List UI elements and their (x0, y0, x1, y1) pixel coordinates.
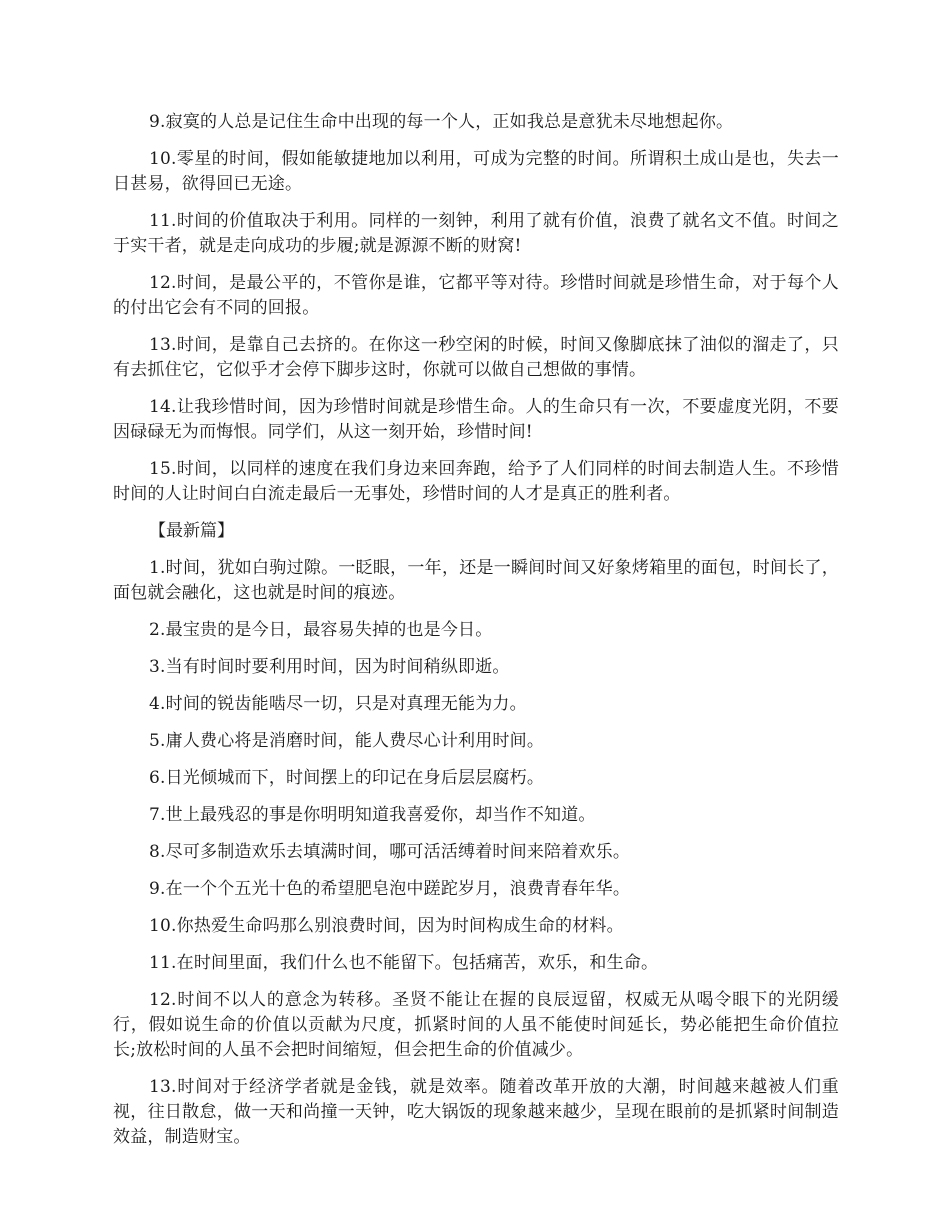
paragraph-s1-10: 10.零星的时间，假如能敏捷地加以利用，可成为完整的时间。所谓积土成山是也，失去一日甚易，欲得回已无途。 (113, 149, 839, 194)
paragraph-s1-11: 11.时间的价值取决于利用。同样的一刻钟，利用了就有价值，浪费了就名文不值。时间之于实干者，就是走向成功的步履;就是源源不断的财窝! (113, 211, 839, 256)
paragraph-s2-1: 1.时间，犹如白驹过隙。一眨眼，一年，还是一瞬间时间又好象烤箱里的面包，时间长了，面包就会融化，这也就是时间的痕迹。 (113, 558, 839, 603)
paragraph-s2-2: 2.最宝贵的是今日，最容易失掉的也是今日。 (149, 620, 493, 640)
section-heading: 【最新篇】 (149, 521, 234, 541)
paragraph-s1-14: 14.让我珍惜时间，因为珍惜时间就是珍惜生命。人的生命只有一次，不要虚度光阴，不要因碌碌无为而悔恨。同学们，从这一刻开始，珍惜时间! (113, 397, 839, 442)
paragraph-s2-6: 6.日光倾城而下，时间摆上的印记在身后层层腐朽。 (149, 768, 545, 788)
paragraph-s2-12: 12.时间不以人的意念为转移。圣贤不能让在握的良辰逗留，权威无从喝令眼下的光阴缓行，假如说生命的价值以贡献为尺度，抓紧时间的人虽不能使时间延长，势必能把生命价值拉长;放松时间的人虽不会把时间缩短，但会把生命的价值减少。 (113, 990, 839, 1060)
paragraph-s1-13: 13.时间，是靠自己去挤的。在你这一秒空闲的时候，时间又像脚底抹了油似的溜走了，只有去抓住它，它似乎才会停下脚步这时，你就可以做自己想做的事情。 (113, 335, 839, 380)
paragraph-s2-5: 5.庸人费心将是消磨时间，能人费尽心计利用时间。 (149, 731, 545, 751)
paragraph-s2-4: 4.时间的锐齿能啮尽一切，只是对真理无能为力。 (149, 694, 527, 714)
paragraph-s2-9: 9.在一个个五光十色的希望肥皂泡中蹉跎岁月，浪费青春年华。 (149, 879, 631, 899)
document-body (113, 110, 839, 1162)
paragraph-s2-11: 11.在时间里面，我们什么也不能留下。包括痛苦，欢乐，和生命。 (149, 953, 659, 973)
paragraph-s2-10: 10.你热爱生命吗那么别浪费时间，因为时间构成生命的材料。 (149, 916, 624, 936)
paragraph-s1-9: 9.寂寞的人总是记住生命中出现的每一个人，正如我总是意犹未尽地想起你。 (149, 112, 734, 132)
paragraph-s2-8: 8.尽可多制造欢乐去填满时间，哪可活活缚着时间来陪着欢乐。 (149, 842, 631, 862)
paragraph-s2-3: 3.当有时间时要利用时间，因为时间稍纵即逝。 (149, 657, 510, 677)
paragraph-s2-13: 13.时间对于经济学者就是金钱，就是效率。随着改革开放的大潮，时间越来越被人们重视，往日散怠，做一天和尚撞一天钟，吃大锅饭的现象越来越少，呈现在眼前的是抓紧时间制造效益，制造财宝。 (113, 1077, 839, 1147)
paragraph-s2-7: 7.世上最残忍的事是你明明知道我喜爱你，却当作不知道。 (149, 805, 596, 825)
paragraph-s1-15: 15.时间，以同样的速度在我们身边来回奔跑，给予了人们同样的时间去制造人生。不珍惜时间的人让时间白白流走最后一无事处，珍惜时间的人才是真正的胜利者。 (113, 459, 839, 504)
paragraph-s1-12: 12.时间，是最公平的，不管你是谁，它都平等对待。珍惜时间就是珍惜生命，对于每个人的付出它会有不同的回报。 (113, 273, 839, 318)
